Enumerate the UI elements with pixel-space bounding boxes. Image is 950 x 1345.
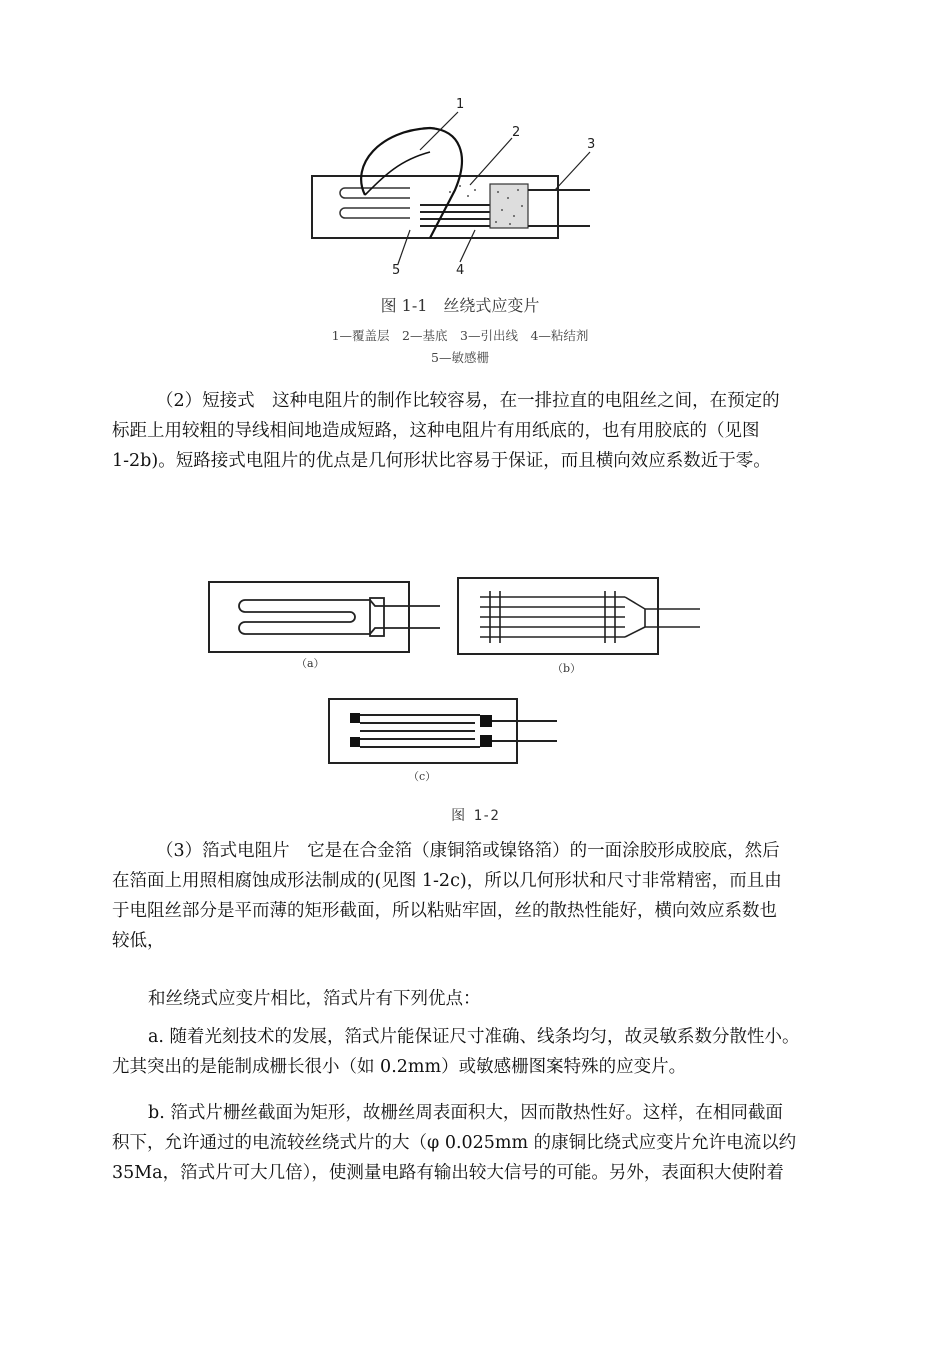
para6-line-3: 35Ma，箔式片可大几倍），使测量电路有输出较大信号的可能。另外，表面积大使附着	[112, 1163, 784, 1183]
para5-line-2: 尤其突出的是能制成栅长很小（如 0.2mm）或敏感栅图案特殊的应变片。	[112, 1057, 687, 1077]
callout-2: 2	[512, 125, 521, 140]
figure-1-2c-drawing	[325, 695, 565, 770]
para5-line-1: a. 随着光刻技术的发展，箔式片能保证尺寸准确、线条均匀，故灵敏系数分散性小。	[148, 1027, 800, 1047]
figure-1-2b-label: （b）	[552, 662, 582, 675]
paragraph-advantage-a	[112, 1022, 838, 1082]
paragraph-foil-resistor	[112, 836, 838, 956]
para3-line-3: 于电阻丝部分是平而薄的矩形截面，所以粘贴牢固，丝的散热性能好，横向效应系数也	[112, 901, 777, 921]
figure-1-2b-drawing	[455, 575, 705, 660]
figure-1-2a-label: （a）	[296, 657, 325, 670]
para3-line-1: （3）箔式电阻片 它是在合金箔（康铜箔或镍铬箔）的一面涂胶形成胶底，然后	[156, 841, 780, 861]
callout-3: 3	[587, 137, 596, 152]
figure-1-1-caption: 图 1-1 丝绕式应变片	[380, 296, 540, 315]
paragraph-advantage-b	[112, 1098, 838, 1188]
figure-1-2a-drawing	[205, 578, 445, 658]
figure-1-2c-label: （c）	[408, 770, 437, 783]
figure-1-1-drawing	[290, 80, 630, 280]
callout-1: 1	[456, 97, 465, 112]
para2-line-1: （2）短接式 这种电阻片的制作比较容易，在一排拉直的电阻丝之间，在预定的	[156, 391, 780, 411]
paragraph-short-connection	[112, 386, 838, 476]
callout-5: 5	[392, 263, 401, 278]
para2-line-2: 标距上用较粗的导线相间地造成短路，这种电阻片有用纸底的，也有用胶底的（见图	[112, 421, 760, 441]
para6-line-1: b. 箔式片栅丝截面为矩形，故栅丝周表面积大，因而散热性好。这样，在相同截面	[148, 1103, 783, 1123]
paragraph-comparison	[112, 984, 838, 1014]
callout-4: 4	[456, 263, 465, 278]
para4-line-1: 和丝绕式应变片相比，箔式片有下列优点：	[148, 989, 481, 1009]
figure-1-1-legend-line2: 5—敏感栅	[431, 350, 489, 365]
para3-line-4: 较低，	[112, 931, 165, 951]
para2-line-3: 1-2b)。短路接式电阻片的优点是几何形状比容易于保证，而且横向效应系数近于零。	[112, 451, 771, 471]
para3-line-2: 在箔面上用照相腐蚀成形法制成的(见图 1-2c)，所以几何形状和尺寸非常精密，而且由	[112, 871, 782, 891]
figure-1-2-caption: 图 1-2	[451, 808, 499, 824]
para6-line-2: 积下，允许通过的电流较丝绕式片的大（φ 0.025mm 的康铜比绕式应变片允许电流以约	[112, 1133, 797, 1153]
figure-1-1-legend-line1: 1—覆盖层 2—基底 3—引出线 4—粘结剂	[331, 328, 589, 343]
